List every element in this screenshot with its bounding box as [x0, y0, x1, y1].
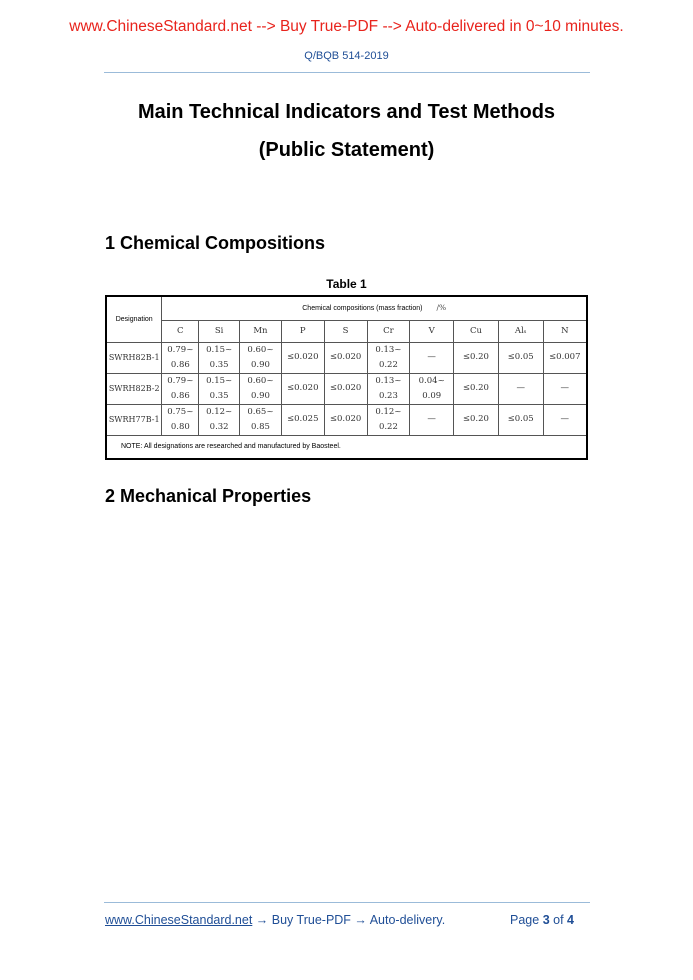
composition-cell — [410, 373, 454, 404]
composition-cell: — — [410, 404, 454, 435]
composition-cell — [240, 342, 282, 373]
composition-cell — [367, 342, 410, 373]
chemical-composition-table — [105, 295, 588, 460]
table-row — [106, 373, 587, 404]
range-min: 0.12~ — [375, 406, 402, 417]
composition-cell: ≤0.020 — [324, 373, 367, 404]
range-max: 0.22 — [378, 359, 398, 370]
composition-cell: — — [410, 342, 454, 373]
range-max: 0.80 — [170, 421, 190, 432]
composition-cell: — — [543, 404, 587, 435]
composition-cell: ≤0.020 — [281, 342, 324, 373]
document-subtitle: (Public Statement) — [258, 139, 435, 161]
composition-cell — [162, 404, 199, 435]
footer-divider — [104, 902, 590, 903]
table-row — [106, 404, 587, 435]
range-max: 0.35 — [209, 359, 229, 370]
composition-cell: ≤0.20 — [454, 404, 499, 435]
element-header: V — [410, 320, 454, 342]
range-max: 0.22 — [378, 421, 398, 432]
element-header: Cu — [454, 320, 499, 342]
range-min: 0.13~ — [375, 375, 402, 386]
range-min: 0.65~ — [247, 406, 274, 417]
composition-cell: ≤0.20 — [454, 373, 499, 404]
range-min: 0.04~ — [418, 375, 445, 386]
table-note: NOTE: All designations are researched and manufactured by Baosteel. — [106, 435, 587, 459]
top-banner-link[interactable]: www.ChineseStandard.net --> Buy True-PDF --> Auto-delivered in 0~10 minutes. — [69, 18, 624, 35]
range-max: 0.90 — [250, 390, 270, 401]
composition-cell: ≤0.007 — [543, 342, 587, 373]
composition-cell: ≤0.05 — [498, 404, 543, 435]
element-header: Si — [199, 320, 240, 342]
range-min: 0.13~ — [375, 344, 402, 355]
page-word: Page — [510, 913, 540, 927]
range-min: 0.60~ — [247, 375, 274, 386]
table-row — [106, 342, 587, 373]
composition-cell — [367, 373, 410, 404]
composition-cell — [240, 373, 282, 404]
element-header: N — [543, 320, 587, 342]
designation-cell: SWRH82B-2 — [106, 373, 162, 404]
footer-promo — [105, 913, 445, 927]
range-min: 0.79~ — [167, 344, 194, 355]
range-max: 0.32 — [209, 421, 229, 432]
range-max: 0.90 — [250, 359, 270, 370]
range-max: 0.86 — [170, 359, 190, 370]
composition-cell: ≤0.020 — [324, 404, 367, 435]
composition-cell: — — [543, 373, 587, 404]
range-min: 0.79~ — [167, 375, 194, 386]
designation-header: Designation — [106, 296, 162, 342]
range-max: 0.86 — [170, 390, 190, 401]
range-max: 0.85 — [250, 421, 270, 432]
of-word: of — [553, 913, 564, 927]
range-min: 0.60~ — [247, 344, 274, 355]
table-caption: Table 1 — [326, 277, 367, 291]
designation-cell: SWRH77B-1 — [106, 404, 162, 435]
range-max: 0.09 — [422, 390, 442, 401]
composition-cell — [162, 373, 199, 404]
header-divider — [104, 72, 590, 73]
range-min: 0.12~ — [206, 406, 233, 417]
range-min: 0.15~ — [206, 344, 233, 355]
composition-cell: ≤0.05 — [498, 342, 543, 373]
range-min: 0.75~ — [167, 406, 194, 417]
section-heading-chemical: 1 Chemical Compositions — [105, 233, 326, 253]
unit-label: /% — [436, 303, 447, 313]
element-header: Alₛ — [498, 320, 543, 342]
element-header: P — [281, 320, 324, 342]
composition-cell — [199, 342, 240, 373]
footer-promo-text: → Buy True-PDF → Auto-delivery. — [252, 913, 446, 927]
composition-group-header — [162, 296, 587, 320]
range-max: 0.23 — [378, 390, 398, 401]
composition-cell: ≤0.020 — [324, 342, 367, 373]
composition-cell: — — [498, 373, 543, 404]
element-header: C — [162, 320, 199, 342]
composition-cell — [199, 404, 240, 435]
page-total: 4 — [567, 913, 574, 927]
element-header: S — [324, 320, 367, 342]
footer-link[interactable]: www.ChineseStandard.net — [105, 913, 253, 927]
composition-cell: ≤0.025 — [281, 404, 324, 435]
document-title: Main Technical Indicators and Test Methods — [137, 101, 556, 123]
composition-cell: ≤0.020 — [281, 373, 324, 404]
range-max: 0.35 — [209, 390, 229, 401]
range-min: 0.15~ — [206, 375, 233, 386]
section-heading-mechanical: 2 Mechanical Properties — [105, 486, 312, 506]
page-number: 3 — [542, 913, 550, 927]
composition-group-label: Chemical compositions (mass fraction) — [302, 305, 423, 313]
composition-cell — [367, 404, 410, 435]
composition-cell — [199, 373, 240, 404]
composition-cell — [162, 342, 199, 373]
designation-cell: SWRH82B-1 — [106, 342, 162, 373]
element-header: Mn — [240, 320, 282, 342]
element-header: Cr — [367, 320, 410, 342]
page-indicator — [510, 913, 574, 927]
document-code: Q/BQB 514-2019 — [304, 50, 389, 62]
composition-cell — [240, 404, 282, 435]
composition-cell: ≤0.20 — [454, 342, 499, 373]
